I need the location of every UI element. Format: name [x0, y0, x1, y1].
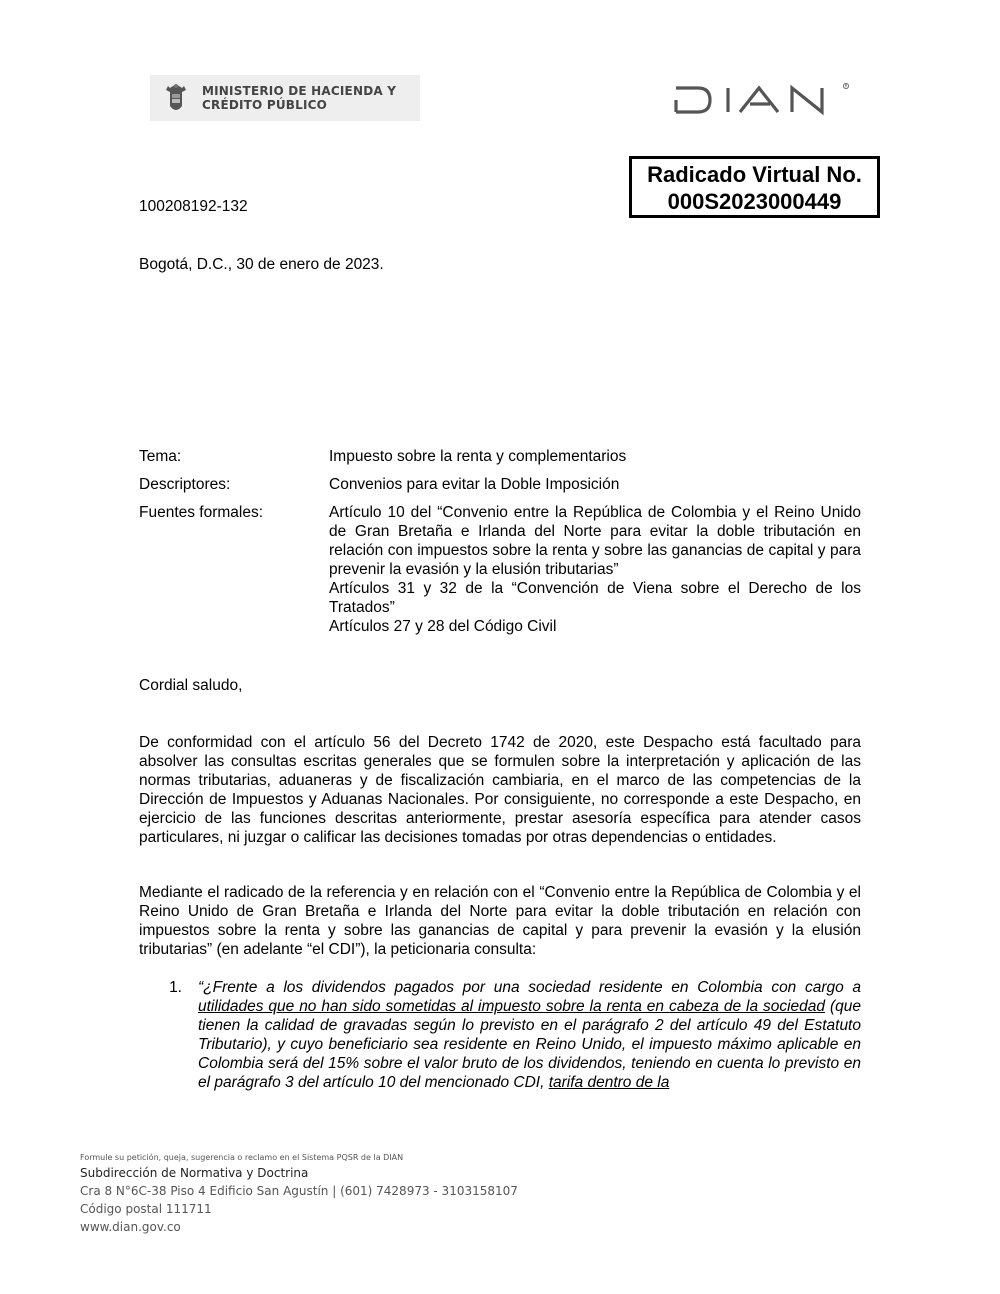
fuentes-label: Fuentes formales:: [139, 504, 264, 521]
fuentes-value-1: Artículo 10 del “Convenio entre la República de Colombia y el Reino Unido de Gran Bretaña e Irlanda del Norte para evitar la doble tributación en relación con impuestos sobre la renta y sobre las ganancias de capital y para prevenir la evasión y la elusión tributarias”: [329, 504, 861, 578]
radicado-label: Radicado Virtual No.: [647, 162, 862, 187]
fuentes-value: [329, 503, 861, 636]
radicado-number: 000S2023000449: [667, 189, 842, 214]
tema-label: Tema:: [139, 448, 182, 465]
colombia-crest-icon: [156, 78, 196, 118]
ministry-name-line1: MINISTERIO DE HACIENDA Y: [202, 84, 397, 98]
footer: [80, 1152, 518, 1236]
descriptores-value: Convenios para evitar la Doble Imposición: [329, 476, 620, 493]
list-item-number: 1.: [169, 979, 182, 996]
ministry-logo: [150, 75, 420, 121]
numbered-list: [139, 978, 861, 1092]
footer-website[interactable]: www.dian.gov.co: [80, 1220, 181, 1234]
list-text-part-d-underlined: tarifa dentro de la: [548, 1074, 670, 1091]
meta-row-fuentes: [139, 503, 861, 636]
paragraph-request: Mediante el radicado de la referencia y en relación con el “Convenio entre la República de Colombia y el Reino Unido de Gran Bretaña e Irlanda del Norte para evitar la doble tributación en relación con impuestos sobre la renta y sobre las ganancias de capital y para prevenir la evasión y la elusión tributarias” (en adelante “el CDI”), la peticionaria consulta:: [139, 884, 861, 958]
footer-address: Cra 8 N°6C-38 Piso 4 Edificio San Agustín | (601) 7428973 - 3103158107: [80, 1184, 518, 1198]
dian-logo: [672, 80, 854, 120]
list-text-part-a: “¿Frente a los dividendos pagados por una sociedad residente en Colombia con cargo a: [198, 979, 861, 996]
ministry-name-line2: CRÉDITO PÚBLICO: [202, 98, 328, 112]
meta-table: [139, 447, 861, 645]
footer-department: Subdirección de Normativa y Doctrina: [80, 1166, 309, 1180]
meta-row-descriptores: [139, 475, 861, 494]
meta-row-tema: [139, 447, 861, 466]
footer-pqsr-line: Formule su petición, queja, sugerencia o reclamo en el Sistema PQSR de la DIAN: [80, 1153, 404, 1162]
descriptores-label: Descriptores:: [139, 476, 231, 493]
svg-text:R: R: [844, 83, 848, 89]
list-text-part-b-underlined: utilidades que no han sido sometidas al impuesto sobre la renta en cabeza de la sociedad: [198, 998, 826, 1015]
fuentes-value-2: Artículos 31 y 32 de la “Convención de Viena sobre el Derecho de los Tratados”: [329, 580, 861, 616]
reference-number: 100208192-132: [139, 198, 248, 215]
paragraph-competence: De conformidad con el artículo 56 del Decreto 1742 de 2020, este Despacho está facultado para absolver las consultas escritas generales que se formulen sobre la interpretación y aplicación de las normas tributarias, aduaneras y de fiscalización cambiaria, en el marco de las competencias de la Dirección de Impuestos y Aduanas Nacionales. Por consiguiente, no corresponde a este Despacho, en ejercicio de las funciones descritas anteriormente, prestar asesoría específica para atender casos particulares, ni juzgar o calificar las decisiones tomadas por otras dependencias o entidades.: [139, 734, 861, 846]
greeting: Cordial saludo,: [139, 677, 243, 694]
list-item-text: [198, 978, 861, 1092]
footer-postal: Código postal 111711: [80, 1202, 212, 1216]
tema-value: Impuesto sobre la renta y complementarios: [329, 448, 627, 465]
list-item: [139, 978, 861, 1092]
list-text-part-c: (que tienen la calidad de gravadas según lo previsto en el parágrafo 2 del artículo 49 del Estatuto Tributario), y cuyo beneficiario sea residente en Reino Unido, el impuesto máximo aplicable en Colombia será del 15% sobre el valor bruto de los dividendos, teniendo en cuenta lo previsto en el parágrafo 3 del artículo 10 del mencionado CDI,: [198, 998, 861, 1091]
date-line: Bogotá, D.C., 30 de enero de 2023.: [139, 256, 384, 273]
ministry-name: [202, 84, 396, 112]
fuentes-value-3: Artículos 27 y 28 del Código Civil: [329, 618, 557, 635]
radicado-box: [629, 156, 880, 218]
